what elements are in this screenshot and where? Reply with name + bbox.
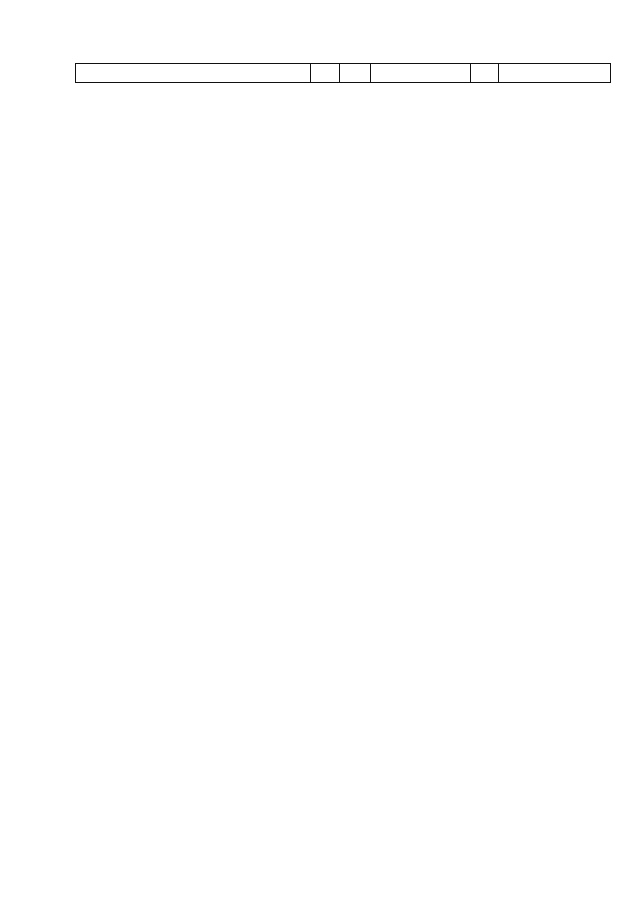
header-col-2 [311,64,340,83]
header-col-1 [76,64,311,83]
header-col-4 [371,64,471,83]
header-col-3 [340,64,371,83]
header-col-6 [499,64,611,83]
header-col-5 [471,64,499,83]
table-header [75,63,611,83]
